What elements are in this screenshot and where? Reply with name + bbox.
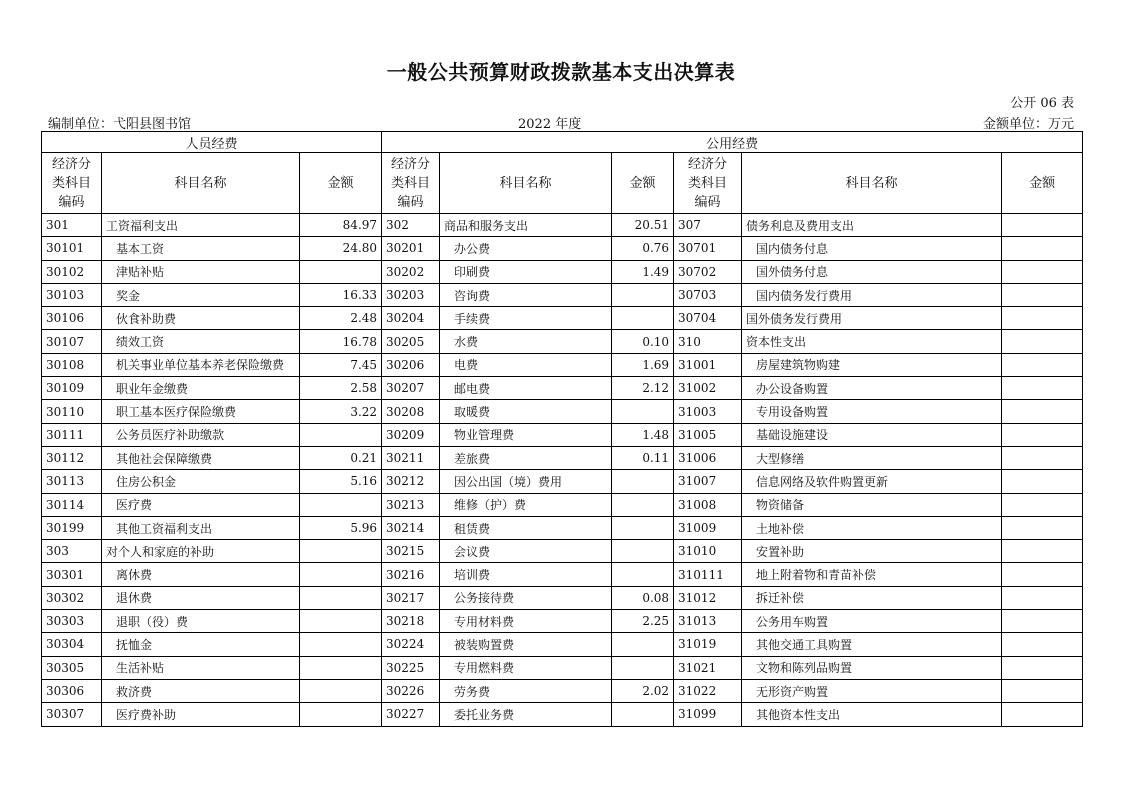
public-goods-amount: 0.08: [612, 586, 674, 609]
public-goods-code: 30214: [382, 516, 440, 539]
personnel-code: 30107: [42, 330, 102, 353]
public-goods-code: 30224: [382, 633, 440, 656]
personnel-code: 30304: [42, 633, 102, 656]
public-goods-subject: 电费: [440, 353, 612, 376]
public-goods-amount: [612, 656, 674, 679]
group-header-public: 公用经费: [382, 132, 1083, 153]
public-capital-code: 31008: [674, 493, 742, 516]
public-goods-amount: [612, 470, 674, 493]
public-capital-amount: [1002, 516, 1083, 539]
public-goods-code: 30203: [382, 283, 440, 306]
table-row: [42, 377, 1083, 400]
public-capital-amount: [1002, 237, 1083, 260]
public-goods-amount: 2.02: [612, 679, 674, 702]
personnel-subject: 离休费: [102, 563, 300, 586]
public-capital-amount: [1002, 283, 1083, 306]
table-row: [42, 260, 1083, 283]
public-goods-code: 30215: [382, 540, 440, 563]
personnel-amount: 16.78: [300, 330, 382, 353]
public-capital-subject: 债务利息及费用支出: [742, 214, 1002, 237]
public-goods-subject: 培训费: [440, 563, 612, 586]
page-title: 一般公共预算财政拨款基本支出决算表: [386, 60, 736, 84]
public-goods-subject: 取暖费: [440, 400, 612, 423]
personnel-code: 303: [42, 540, 102, 563]
personnel-subject: 医疗费补助: [102, 703, 300, 726]
header-econ-code: 经济分 类科目 编码: [674, 153, 742, 214]
public-goods-subject: 因公出国（境）费用: [440, 470, 612, 493]
public-capital-code: 31006: [674, 446, 742, 469]
public-goods-amount: 1.69: [612, 353, 674, 376]
expenditure-table: [41, 131, 1083, 727]
public-goods-amount: 2.12: [612, 377, 674, 400]
personnel-amount: [300, 633, 382, 656]
public-goods-code: 30226: [382, 679, 440, 702]
public-goods-code: 30209: [382, 423, 440, 446]
personnel-subject: 公务员医疗补助缴款: [102, 423, 300, 446]
public-goods-code: 30206: [382, 353, 440, 376]
personnel-subject: 机关事业单位基本养老保险缴费: [102, 353, 300, 376]
personnel-subject: 津贴补贴: [102, 260, 300, 283]
form-code: 公开 06 表: [1010, 96, 1074, 111]
personnel-amount: 84.97: [300, 214, 382, 237]
table-row: [42, 307, 1083, 330]
personnel-amount: [300, 540, 382, 563]
compiling-unit: 编制单位：弋阳县图书馆: [48, 117, 192, 132]
public-goods-subject: 公务接待费: [440, 586, 612, 609]
public-goods-amount: 1.48: [612, 423, 674, 446]
public-goods-subject: 手续费: [440, 307, 612, 330]
personnel-amount: 16.33: [300, 283, 382, 306]
personnel-code: 30305: [42, 656, 102, 679]
public-goods-subject: 商品和服务支出: [440, 214, 612, 237]
public-capital-code: 310: [674, 330, 742, 353]
public-goods-subject: 邮电费: [440, 377, 612, 400]
personnel-subject: 救济费: [102, 679, 300, 702]
personnel-subject: 医疗费: [102, 493, 300, 516]
table-row: [42, 214, 1083, 237]
table-row: [42, 493, 1083, 516]
public-goods-code: 30211: [382, 446, 440, 469]
public-goods-code: 30207: [382, 377, 440, 400]
public-capital-code: 30703: [674, 283, 742, 306]
public-capital-subject: 办公设备购置: [742, 377, 1002, 400]
personnel-subject: 生活补贴: [102, 656, 300, 679]
public-capital-code: 30704: [674, 307, 742, 330]
public-goods-amount: [612, 540, 674, 563]
table-row: [42, 633, 1083, 656]
table-row: [42, 679, 1083, 702]
personnel-code: 30102: [42, 260, 102, 283]
personnel-subject: 职业年金缴费: [102, 377, 300, 400]
table-row: [42, 237, 1083, 260]
public-goods-code: 30225: [382, 656, 440, 679]
public-capital-code: 31003: [674, 400, 742, 423]
public-capital-amount: [1002, 470, 1083, 493]
personnel-amount: [300, 656, 382, 679]
public-goods-code: 30212: [382, 470, 440, 493]
public-capital-subject: 公务用车购置: [742, 610, 1002, 633]
personnel-amount: [300, 703, 382, 726]
public-capital-amount: [1002, 633, 1083, 656]
public-capital-subject: 安置补助: [742, 540, 1002, 563]
personnel-code: 30199: [42, 516, 102, 539]
personnel-subject: 奖金: [102, 283, 300, 306]
public-capital-amount: [1002, 656, 1083, 679]
personnel-subject: 工资福利支出: [102, 214, 300, 237]
personnel-amount: 24.80: [300, 237, 382, 260]
public-capital-amount: [1002, 493, 1083, 516]
public-capital-subject: 土地补偿: [742, 516, 1002, 539]
personnel-code: 30306: [42, 679, 102, 702]
public-goods-subject: 专用燃料费: [440, 656, 612, 679]
personnel-code: 30101: [42, 237, 102, 260]
public-capital-subject: 物资储备: [742, 493, 1002, 516]
personnel-amount: 5.96: [300, 516, 382, 539]
personnel-amount: [300, 610, 382, 633]
public-goods-code: 30204: [382, 307, 440, 330]
personnel-amount: [300, 586, 382, 609]
public-capital-subject: 无形资产购置: [742, 679, 1002, 702]
public-capital-amount: [1002, 586, 1083, 609]
public-goods-amount: [612, 400, 674, 423]
personnel-amount: [300, 423, 382, 446]
table-row: [42, 540, 1083, 563]
personnel-code: 30109: [42, 377, 102, 400]
public-goods-code: 30218: [382, 610, 440, 633]
header-econ-code: 经济分 类科目 编码: [42, 153, 102, 214]
table-row: [42, 586, 1083, 609]
public-goods-amount: 20.51: [612, 214, 674, 237]
meta-line: [48, 113, 1074, 131]
public-capital-subject: 大型修缮: [742, 446, 1002, 469]
public-goods-subject: 咨询费: [440, 283, 612, 306]
personnel-subject: 退休费: [102, 586, 300, 609]
public-goods-amount: [612, 563, 674, 586]
group-header-personnel: 人员经费: [42, 132, 382, 153]
personnel-subject: 基本工资: [102, 237, 300, 260]
public-goods-subject: 租赁费: [440, 516, 612, 539]
public-capital-subject: 基础设施建设: [742, 423, 1002, 446]
table-row: [42, 516, 1083, 539]
public-capital-subject: 信息网络及软件购置更新: [742, 470, 1002, 493]
table-row: [42, 470, 1083, 493]
header-subject-name: 科目名称: [440, 153, 612, 214]
public-goods-code: 30213: [382, 493, 440, 516]
table-row: [42, 400, 1083, 423]
personnel-amount: 3.22: [300, 400, 382, 423]
personnel-subject: 其他社会保障缴费: [102, 446, 300, 469]
personnel-amount: [300, 493, 382, 516]
personnel-amount: [300, 563, 382, 586]
public-capital-code: 31021: [674, 656, 742, 679]
public-goods-subject: 水费: [440, 330, 612, 353]
personnel-amount: [300, 260, 382, 283]
public-goods-amount: 0.10: [612, 330, 674, 353]
header-subject-name: 科目名称: [102, 153, 300, 214]
personnel-amount: [300, 679, 382, 702]
table-row: [42, 446, 1083, 469]
personnel-code: 30103: [42, 283, 102, 306]
public-capital-amount: [1002, 330, 1083, 353]
public-capital-amount: [1002, 563, 1083, 586]
public-capital-subject: 资本性支出: [742, 330, 1002, 353]
header-amount: 金额: [612, 153, 674, 214]
personnel-code: 30114: [42, 493, 102, 516]
personnel-code: 30301: [42, 563, 102, 586]
public-capital-amount: [1002, 214, 1083, 237]
personnel-subject: 绩效工资: [102, 330, 300, 353]
public-goods-amount: [612, 703, 674, 726]
header-amount: 金额: [1002, 153, 1083, 214]
fiscal-year: 2022 年度: [518, 117, 582, 132]
personnel-code: 30307: [42, 703, 102, 726]
header-econ-code: 经济分 类科目 编码: [382, 153, 440, 214]
public-goods-code: 30205: [382, 330, 440, 353]
personnel-subject: 住房公积金: [102, 470, 300, 493]
personnel-amount: 5.16: [300, 470, 382, 493]
public-goods-amount: 2.25: [612, 610, 674, 633]
public-capital-amount: [1002, 540, 1083, 563]
public-capital-amount: [1002, 377, 1083, 400]
public-capital-amount: [1002, 260, 1083, 283]
public-capital-code: 307: [674, 214, 742, 237]
table-row: [42, 423, 1083, 446]
public-capital-amount: [1002, 423, 1083, 446]
public-goods-amount: [612, 633, 674, 656]
public-capital-subject: 国内债务付息: [742, 237, 1002, 260]
public-goods-amount: [612, 307, 674, 330]
public-goods-amount: [612, 516, 674, 539]
personnel-code: 30111: [42, 423, 102, 446]
public-goods-code: 30227: [382, 703, 440, 726]
public-capital-subject: 其他交通工具购置: [742, 633, 1002, 656]
personnel-code: 30113: [42, 470, 102, 493]
public-goods-code: 30216: [382, 563, 440, 586]
personnel-amount: 0.21: [300, 446, 382, 469]
table-row: [42, 703, 1083, 726]
personnel-subject: 退职（役）费: [102, 610, 300, 633]
public-capital-amount: [1002, 353, 1083, 376]
public-capital-code: 31010: [674, 540, 742, 563]
public-goods-subject: 维修（护）费: [440, 493, 612, 516]
public-goods-subject: 印刷费: [440, 260, 612, 283]
public-capital-subject: 文物和陈列品购置: [742, 656, 1002, 679]
personnel-subject: 伙食补助费: [102, 307, 300, 330]
public-goods-code: 30217: [382, 586, 440, 609]
public-goods-subject: 会议费: [440, 540, 612, 563]
personnel-code: 30110: [42, 400, 102, 423]
personnel-subject: 对个人和家庭的补助: [102, 540, 300, 563]
public-goods-code: 30201: [382, 237, 440, 260]
public-goods-code: 30202: [382, 260, 440, 283]
personnel-amount: 2.48: [300, 307, 382, 330]
public-capital-subject: 拆迁补偿: [742, 586, 1002, 609]
public-goods-subject: 劳务费: [440, 679, 612, 702]
public-capital-code: 31009: [674, 516, 742, 539]
public-goods-amount: 0.11: [612, 446, 674, 469]
public-capital-code: 31012: [674, 586, 742, 609]
public-capital-code: 31099: [674, 703, 742, 726]
table-body: [42, 214, 1083, 727]
public-capital-subject: 房屋建筑物购建: [742, 353, 1002, 376]
table-row: [42, 283, 1083, 306]
public-goods-amount: 0.76: [612, 237, 674, 260]
personnel-code: 30108: [42, 353, 102, 376]
personnel-code: 30302: [42, 586, 102, 609]
public-capital-subject: 其他资本性支出: [742, 703, 1002, 726]
public-goods-subject: 被装购置费: [440, 633, 612, 656]
public-capital-code: 31001: [674, 353, 742, 376]
public-goods-amount: 1.49: [612, 260, 674, 283]
public-capital-code: 30701: [674, 237, 742, 260]
public-capital-code: 31007: [674, 470, 742, 493]
public-capital-code: 31019: [674, 633, 742, 656]
table-row: [42, 330, 1083, 353]
public-capital-amount: [1002, 400, 1083, 423]
personnel-code: 301: [42, 214, 102, 237]
personnel-code: 30303: [42, 610, 102, 633]
public-capital-amount: [1002, 446, 1083, 469]
public-capital-code: 31022: [674, 679, 742, 702]
header-amount: 金额: [300, 153, 382, 214]
public-capital-subject: 专用设备购置: [742, 400, 1002, 423]
public-capital-code: 310111: [674, 563, 742, 586]
public-capital-subject: 国外债务付息: [742, 260, 1002, 283]
public-goods-amount: [612, 493, 674, 516]
public-capital-amount: [1002, 307, 1083, 330]
table-row: [42, 563, 1083, 586]
personnel-amount: 7.45: [300, 353, 382, 376]
public-capital-code: 31002: [674, 377, 742, 400]
public-capital-code: 31013: [674, 610, 742, 633]
personnel-amount: 2.58: [300, 377, 382, 400]
table-row: [42, 656, 1083, 679]
public-capital-subject: 国外债务发行费用: [742, 307, 1002, 330]
personnel-subject: 其他工资福利支出: [102, 516, 300, 539]
public-goods-subject: 差旅费: [440, 446, 612, 469]
public-capital-amount: [1002, 679, 1083, 702]
public-capital-subject: 地上附着物和青苗补偿: [742, 563, 1002, 586]
personnel-code: 30112: [42, 446, 102, 469]
public-goods-subject: 专用材料费: [440, 610, 612, 633]
public-goods-subject: 委托业务费: [440, 703, 612, 726]
public-capital-amount: [1002, 703, 1083, 726]
public-goods-code: 30208: [382, 400, 440, 423]
personnel-subject: 职工基本医疗保险缴费: [102, 400, 300, 423]
public-capital-amount: [1002, 610, 1083, 633]
personnel-subject: 抚恤金: [102, 633, 300, 656]
public-goods-subject: 物业管理费: [440, 423, 612, 446]
table-row: [42, 610, 1083, 633]
public-capital-subject: 国内债务发行费用: [742, 283, 1002, 306]
header-subject-name: 科目名称: [742, 153, 1002, 214]
public-goods-subject: 办公费: [440, 237, 612, 260]
public-capital-code: 31005: [674, 423, 742, 446]
public-goods-amount: [612, 283, 674, 306]
money-unit: 金额单位：万元: [982, 117, 1074, 132]
personnel-code: 30106: [42, 307, 102, 330]
public-goods-code: 302: [382, 214, 440, 237]
public-capital-code: 30702: [674, 260, 742, 283]
table-row: [42, 353, 1083, 376]
